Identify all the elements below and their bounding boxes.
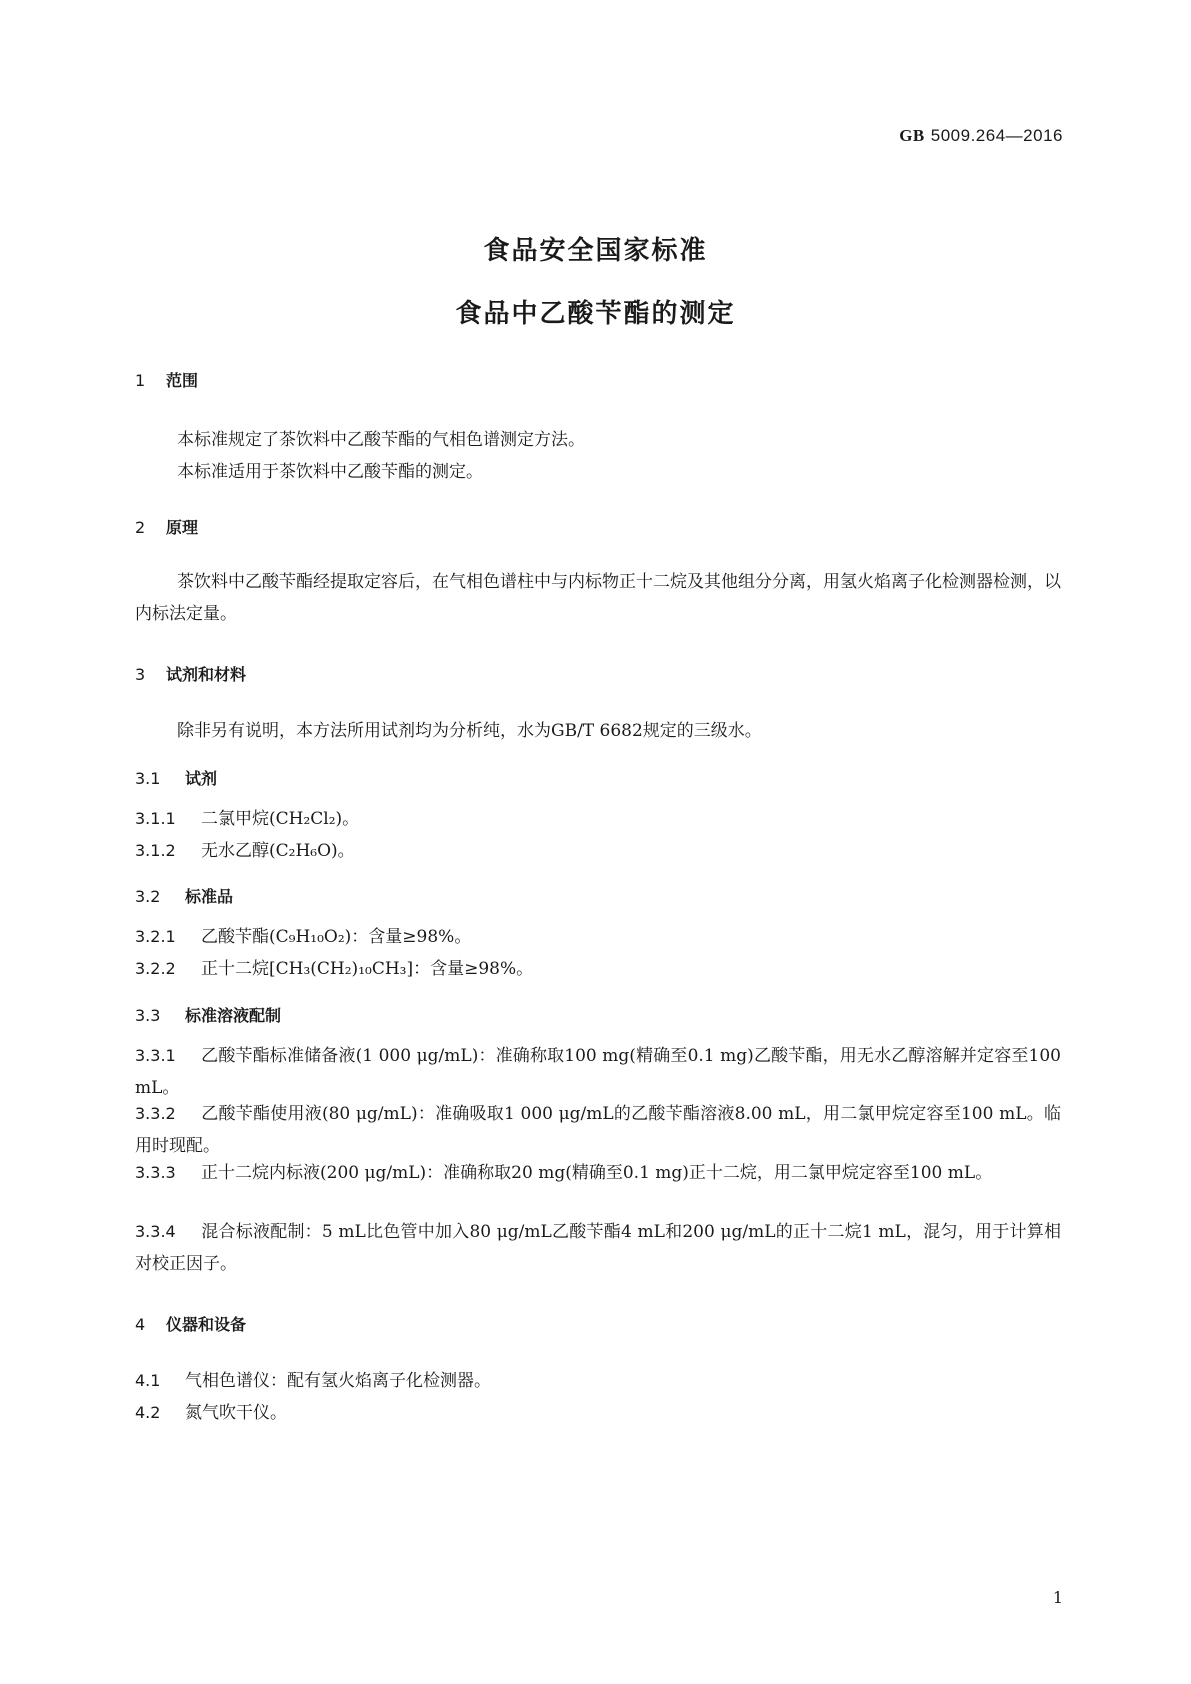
subsection-number: 3.1 (135, 769, 161, 788)
paragraph: 本标准适用于茶饮料中乙酸苄酯的测定。 (177, 462, 483, 482)
section-title: 试剂和材料 (166, 665, 247, 684)
list-item (135, 1397, 1061, 1429)
item-text: 正十二烷[CH₃(CH₂)₁₀CH₃]：含量≥98%。 (201, 959, 534, 979)
gb-label: GB (899, 126, 925, 145)
section-heading-3 (135, 662, 246, 685)
item-text: 正十二烷内标液(200 μg/mL)：准确称取20 mg(精确至0.1 mg)正十二烷，用二氯甲烷定容至100 mL。 (201, 1163, 993, 1183)
section-title: 原理 (166, 518, 199, 537)
subsection-title: 标准溶液配制 (185, 1006, 282, 1025)
subsection-title: 试剂 (185, 769, 218, 788)
section-heading-1 (135, 368, 198, 391)
section-heading-2 (135, 515, 198, 538)
item-number: 3.3.3 (135, 1163, 176, 1182)
section-heading-4 (135, 1312, 246, 1335)
item-text: 无水乙醇(C₂H₆O)。 (201, 841, 355, 861)
item-number: 3.2.2 (135, 959, 176, 978)
list-item (135, 1216, 1061, 1280)
subsection-heading-3-2 (135, 884, 233, 907)
item-text: 乙酸苄酯标准储备液(1 000 μg/mL)：准确称取100 mg(精确至0.1 mg)乙酸苄酯，用无水乙醇溶解并定容至100 mL。 (135, 1046, 1061, 1098)
list-item (135, 835, 1061, 867)
item-number: 3.3.2 (135, 1104, 176, 1123)
item-number: 3.1.2 (135, 841, 176, 860)
section-number: 1 (135, 371, 146, 390)
item-number: 3.2.1 (135, 927, 176, 946)
list-item (135, 1040, 1061, 1104)
subsection-number: 3.3 (135, 1006, 161, 1025)
paragraph: 茶饮料中乙酸苄酯经提取定容后，在气相色谱柱中与内标物正十二烷及其他组分分离，用氢火焰离子化检测器检测，以内标法定量。 (135, 572, 1061, 624)
subsection-number: 3.2 (135, 887, 161, 906)
item-text: 二氯甲烷(CH₂Cl₂)。 (201, 809, 360, 829)
paragraph: 除非另有说明，本方法所用试剂均为分析纯，水为GB/T 6682规定的三级水。 (177, 721, 762, 741)
item-number: 3.3.4 (135, 1222, 176, 1241)
list-item (135, 953, 1061, 985)
item-number: 3.1.1 (135, 809, 176, 828)
section-number: 3 (135, 665, 146, 684)
standard-number: 5009.264—2016 (930, 126, 1063, 145)
item-number: 4.2 (135, 1403, 161, 1422)
list-item (135, 1157, 1061, 1189)
subsection-heading-3-1 (135, 766, 217, 789)
section-number: 4 (135, 1315, 146, 1334)
page-number: 1 (1052, 1588, 1063, 1607)
standard-code (899, 126, 1063, 146)
list-item (135, 1365, 1061, 1397)
item-number: 3.3.1 (135, 1046, 176, 1065)
list-item (135, 921, 1061, 953)
document-title-line1: 食品安全国家标准 (483, 236, 708, 266)
subsection-title: 标准品 (185, 887, 234, 906)
subsection-heading-3-3 (135, 1003, 281, 1026)
item-text: 氮气吹干仪。 (185, 1403, 287, 1423)
paragraph: 本标准规定了茶饮料中乙酸苄酯的气相色谱测定方法。 (177, 430, 585, 450)
section-number: 2 (135, 518, 146, 537)
section-title: 仪器和设备 (166, 1315, 247, 1334)
list-item (135, 1098, 1061, 1162)
item-text: 混合标液配制：5 mL比色管中加入80 μg/mL乙酸苄酯4 mL和200 μg/mL的正十二烷1 mL，混匀，用于计算相对校正因子。 (135, 1222, 1061, 1274)
document-title-line2: 食品中乙酸苄酯的测定 (455, 299, 736, 329)
item-number: 4.1 (135, 1371, 161, 1390)
list-item (135, 803, 1061, 835)
item-text: 乙酸苄酯(C₉H₁₀O₂)：含量≥98%。 (201, 927, 472, 947)
item-text: 气相色谱仪：配有氢火焰离子化检测器。 (185, 1371, 491, 1391)
section-title: 范围 (166, 371, 199, 390)
item-text: 乙酸苄酯使用液(80 μg/mL)：准确吸取1 000 μg/mL的乙酸苄酯溶液8.00 mL，用二氯甲烷定容至100 mL。临用时现配。 (135, 1104, 1061, 1156)
